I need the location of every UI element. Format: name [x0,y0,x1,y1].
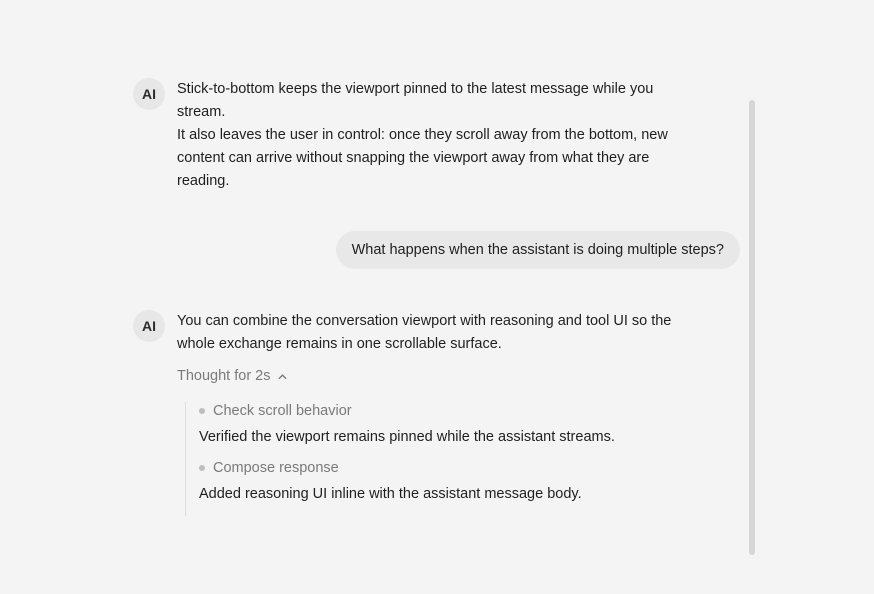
chevron-up-icon [277,371,288,382]
reasoning-steps [185,402,699,516]
user-message-text: What happens when the assistant is doing multiple steps? [351,242,724,258]
reasoning-step [199,402,699,447]
user-message-bubble [336,231,740,269]
reasoning-step-description: Added reasoning UI inline with the assistant message body. [199,486,582,502]
assistant-paragraph: It also leaves the user in control: once they scroll away from the bottom, new content can arrive without snapping the viewport away from what they are reading. [177,127,668,189]
assistant-message-body [177,310,697,502]
bullet-dot-icon [199,408,205,414]
reasoning-step-title [199,402,699,420]
assistant-avatar: AI [133,310,165,342]
assistant-avatar: AI [133,78,165,110]
reasoning-step-title-text: Compose response [213,460,339,476]
thought-label: Thought for 2s [177,368,271,384]
reasoning-step-title [199,459,699,477]
scrollbar-thumb[interactable] [749,100,755,555]
reasoning-step-description: Verified the viewport remains pinned while the assistant streams. [199,429,615,445]
reasoning-step-title-text: Check scroll behavior [213,403,352,419]
thought-toggle-button[interactable] [177,368,288,384]
reasoning-step [199,459,699,504]
assistant-message-body [177,78,697,193]
assistant-paragraph: You can combine the conversation viewport with reasoning and tool UI so the whole exchange remains in one scrollable surface. [177,313,672,352]
bullet-dot-icon [199,465,205,471]
assistant-paragraph: Stick-to-bottom keeps the viewport pinned to the latest message while you stream. [177,81,654,120]
